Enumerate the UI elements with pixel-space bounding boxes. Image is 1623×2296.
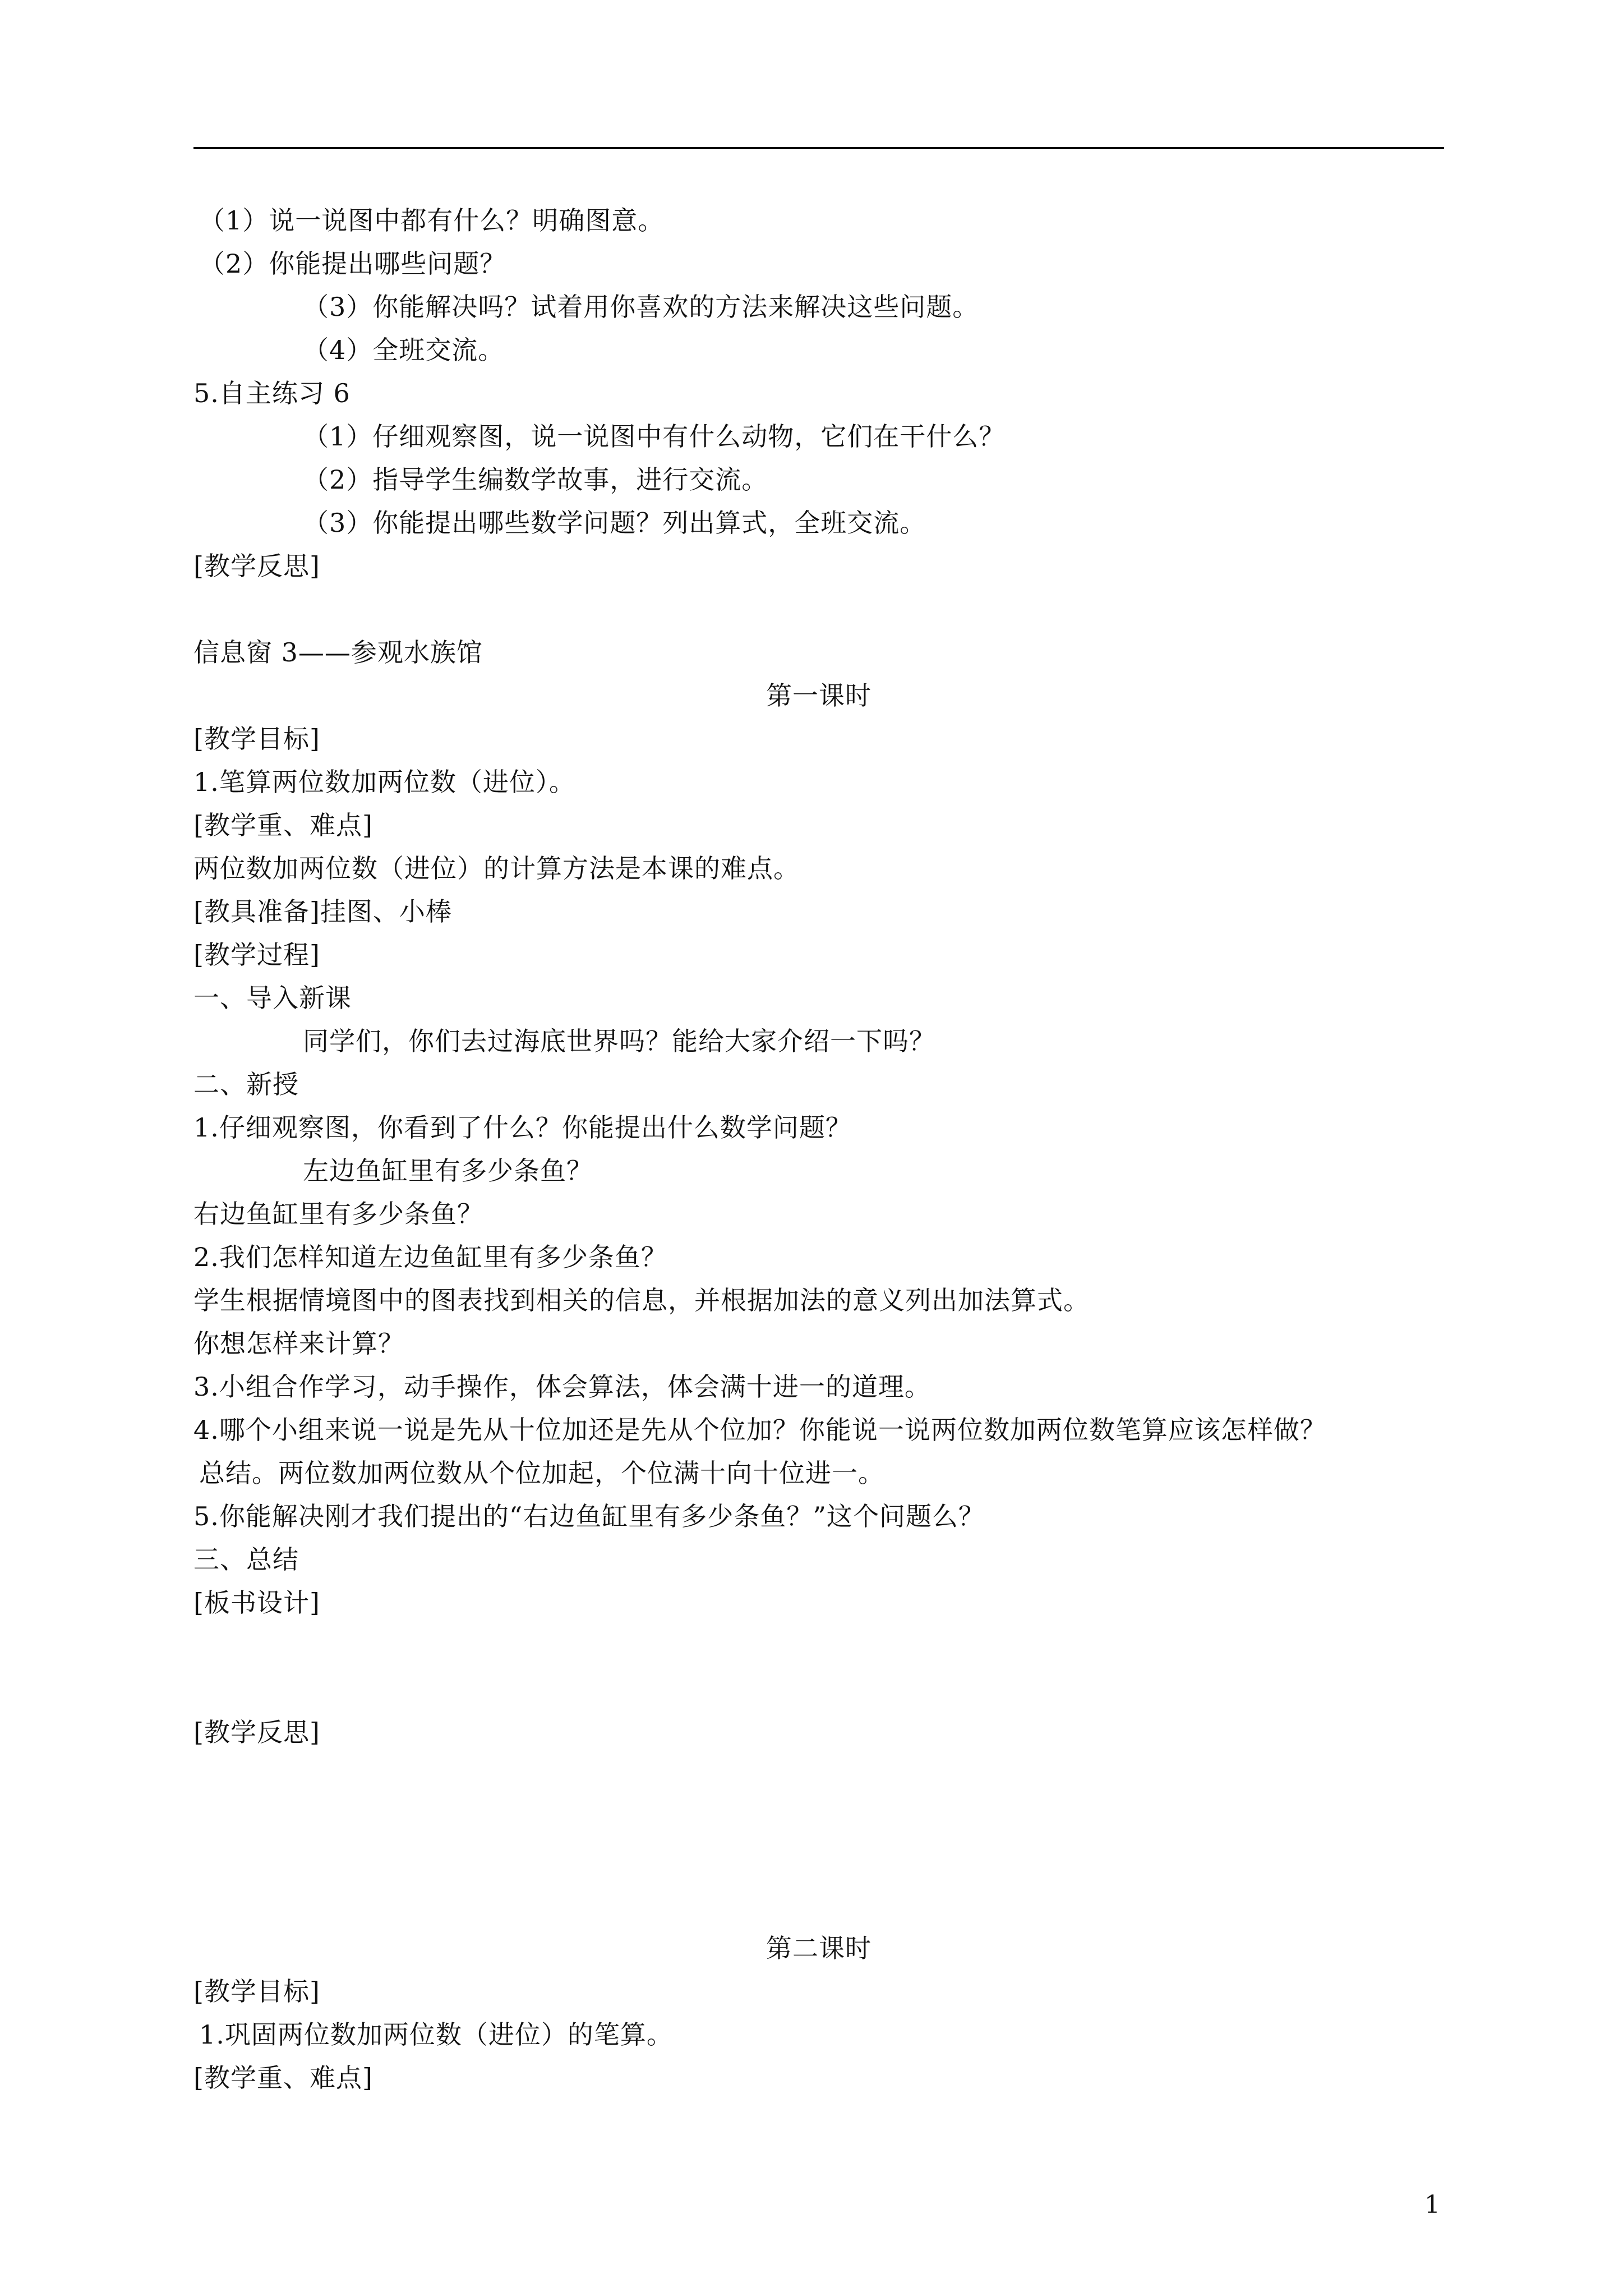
blank-space bbox=[193, 1754, 1444, 1927]
text-line: （1）说一说图中都有什么？明确图意。 bbox=[199, 205, 665, 236]
text-line: [教学重、难点] bbox=[193, 2063, 373, 2093]
text-line: （4）全班交流。 bbox=[303, 335, 505, 365]
text-line: 4.哪个小组来说一说是先从十位加还是先从个位加？你能说一说两位数加两位数笔算应该怎样做？ bbox=[193, 1415, 1326, 1445]
header-rule bbox=[193, 147, 1444, 149]
section-heading: 第二课时 bbox=[766, 1933, 872, 1963]
text-line: 1.笔算两位数加两位数（进位）。 bbox=[193, 767, 575, 797]
text-line: 右边鱼缸里有多少条鱼？ bbox=[193, 1199, 483, 1229]
document-body bbox=[193, 199, 1444, 2100]
text-line: 左边鱼缸里有多少条鱼？ bbox=[303, 1156, 593, 1186]
text-line: 2.我们怎样知道左边鱼缸里有多少条鱼？ bbox=[193, 1242, 667, 1272]
text-line: [教学重、难点] bbox=[193, 810, 373, 840]
text-line: [教学目标] bbox=[193, 724, 320, 754]
text-line: （3）你能提出哪些数学问题？列出算式，全班交流。 bbox=[303, 508, 926, 538]
text-line: 1.巩固两位数加两位数（进位）的笔算。 bbox=[199, 2019, 673, 2050]
text-line: 学生根据情境图中的图表找到相关的信息，并根据加法的意义列出加法算式。 bbox=[193, 1285, 1090, 1315]
text-line: [教学目标] bbox=[193, 1976, 320, 2007]
text-line: [板书设计] bbox=[193, 1588, 320, 1618]
section-heading: 第一课时 bbox=[766, 680, 872, 711]
text-line: 两位数加两位数（进位）的计算方法是本课的难点。 bbox=[193, 853, 800, 884]
text-line: [教学过程] bbox=[193, 940, 320, 970]
text-line: [教具准备]挂图、小棒 bbox=[193, 896, 452, 927]
text-line: 信息窗 3——参观水族馆 bbox=[193, 637, 483, 668]
text-line: 同学们，你们去过海底世界吗？能给大家介绍一下吗？ bbox=[303, 1026, 935, 1056]
text-line: （2）指导学生编数学故事，进行交流。 bbox=[303, 464, 768, 495]
text-line: 二、新授 bbox=[193, 1069, 299, 1099]
blank-space bbox=[193, 588, 1444, 631]
blank-space bbox=[193, 1625, 1444, 1711]
text-line: 总结。两位数加两位数从个位加起，个位满十向十位进一。 bbox=[199, 1458, 884, 1488]
text-line: （1）仔细观察图，说一说图中有什么动物，它们在干什么？ bbox=[303, 421, 1006, 452]
text-line: [教学反思] bbox=[193, 551, 320, 581]
page-number: 1 bbox=[1424, 2191, 1440, 2219]
text-line: 一、导入新课 bbox=[193, 983, 352, 1013]
text-line: 三、总结 bbox=[193, 1544, 299, 1575]
text-line: [教学反思] bbox=[193, 1717, 320, 1747]
text-line: 5.你能解决刚才我们提出的“右边鱼缸里有多少条鱼？”这个问题么？ bbox=[193, 1501, 985, 1531]
text-line: （3）你能解决吗？试着用你喜欢的方法来解决这些问题。 bbox=[303, 292, 979, 322]
text-line: 5.自主练习 6 bbox=[193, 378, 351, 408]
text-line: 你想怎样来计算？ bbox=[193, 1328, 404, 1359]
text-line: （2）你能提出哪些问题？ bbox=[199, 249, 506, 279]
text-line: 3.小组合作学习，动手操作，体会算法，体会满十进一的道理。 bbox=[193, 1372, 931, 1402]
text-line: 1.仔细观察图，你看到了什么？你能提出什么数学问题？ bbox=[193, 1112, 852, 1143]
